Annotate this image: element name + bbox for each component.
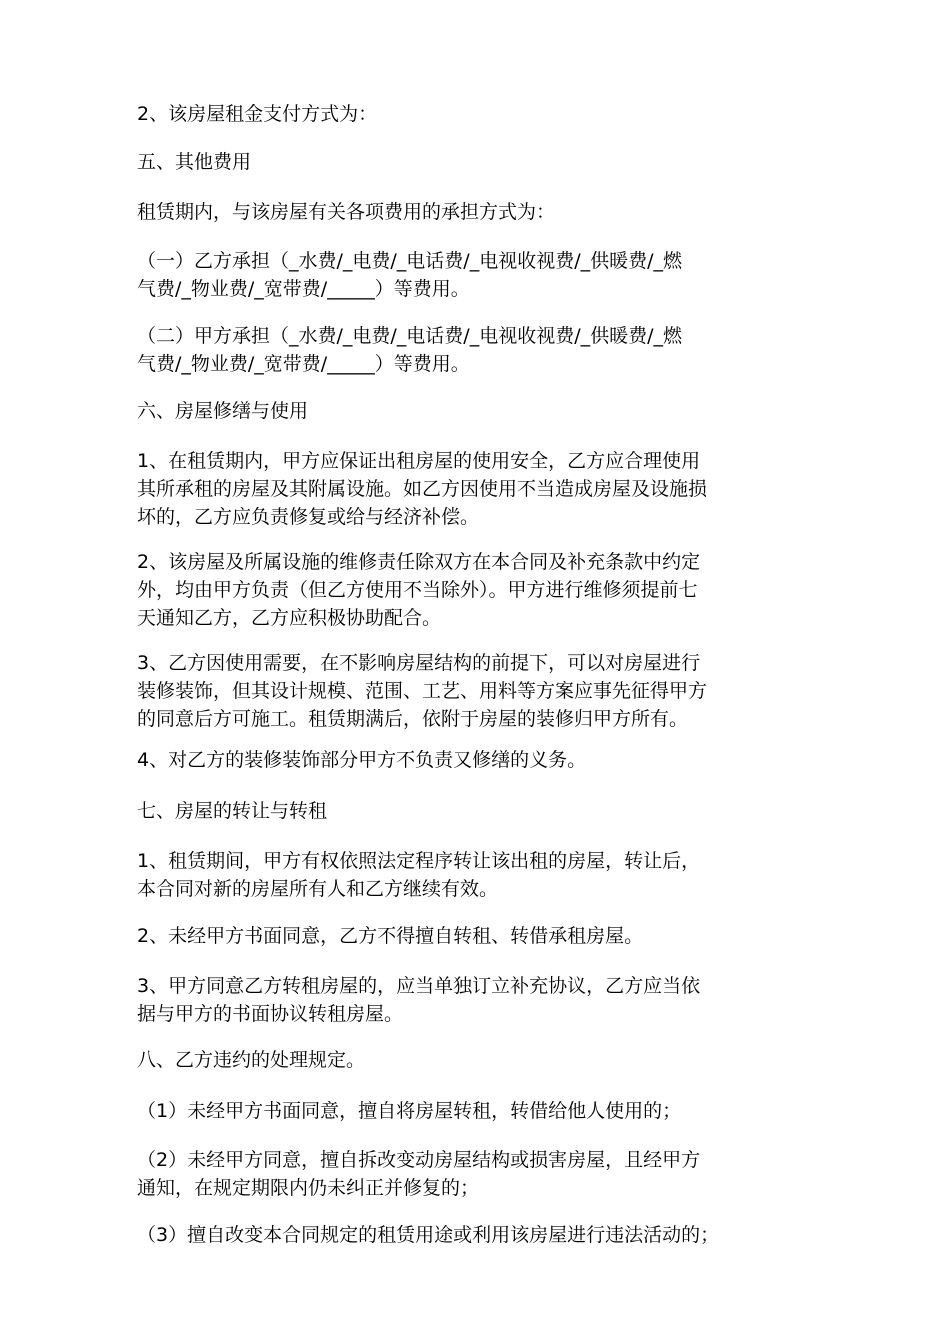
text-line: 2、该房屋租金支付方式为： xyxy=(137,103,378,125)
paragraph-repair-4 xyxy=(137,746,817,774)
paragraph-party-a-fees xyxy=(137,322,817,378)
text-line: 外，均由甲方负责（但乙方使用不当除外）。甲方进行维修须提前七 xyxy=(137,579,698,601)
text-line: 本合同对新的房屋所有人和乙方继续有效。 xyxy=(137,878,499,900)
heading-breach-rules xyxy=(137,1046,817,1074)
paragraph-transfer-3 xyxy=(137,972,817,1028)
paragraph-breach-3 xyxy=(137,1221,817,1249)
text-line: 4、对乙方的装修装饰部分甲方不负责又修缮的义务。 xyxy=(137,749,587,771)
text-line: 六、房屋修缮与使用 xyxy=(137,400,309,422)
text-line: 八、乙方违约的处理规定。 xyxy=(137,1049,366,1071)
text-line: 天通知乙方，乙方应积极协助配合。 xyxy=(137,607,442,629)
text-line: 2、未经甲方书面同意，乙方不得擅自转租、转借承租房屋。 xyxy=(137,925,644,947)
text-line: 坏的，乙方应负责修复或给与经济补偿。 xyxy=(137,506,480,528)
paragraph-fee-bearing xyxy=(137,198,817,226)
text-line: 五、其他费用 xyxy=(137,151,252,173)
text-line: （1）未经甲方书面同意，擅自将房屋转租，转借给他人使用的； xyxy=(137,1100,682,1122)
paragraph-breach-2 xyxy=(137,1146,817,1202)
text-line: （一）乙方承担（_水费/_电费/_电话费/_电视收视费/_供暖费/_燃 xyxy=(137,250,683,272)
paragraph-party-b-fees xyxy=(137,247,817,303)
paragraph-repair-1 xyxy=(137,447,817,531)
paragraph-breach-1 xyxy=(137,1097,817,1125)
text-line: 3、乙方因使用需要，在不影响房屋结构的前提下，可以对房屋进行 xyxy=(137,652,701,674)
paragraph-rent-payment xyxy=(137,100,817,128)
text-line: 装修装饰，但其设计规模、范围、工艺、用料等方案应事先征得甲方 xyxy=(137,680,708,702)
text-line: 租赁期内，与该房屋有关各项费用的承担方式为： xyxy=(137,201,556,223)
text-line: 气费/_物业费/_宽带费/_____）等费用。 xyxy=(137,278,470,300)
text-line: 1、在租赁期内，甲方应保证出租房屋的使用安全，乙方应合理使用 xyxy=(137,450,701,472)
paragraph-transfer-2 xyxy=(137,922,817,950)
paragraph-transfer-1 xyxy=(137,847,817,903)
text-line: 的同意后方可施工。租赁期满后，依附于房屋的装修归甲方所有。 xyxy=(137,708,689,730)
text-line: 据与甲方的书面协议转租房屋。 xyxy=(137,1003,404,1025)
paragraph-repair-3 xyxy=(137,649,817,733)
text-line: 1、租赁期间，甲方有权依照法定程序转让该出租的房屋，转让后， xyxy=(137,850,701,872)
text-line: 其所承租的房屋及其附属设施。如乙方因使用不当造成房屋及设施损 xyxy=(137,478,708,500)
heading-other-fees xyxy=(137,148,817,176)
heading-transfer-sublease xyxy=(137,797,817,825)
heading-repair-and-use xyxy=(137,397,817,425)
text-line: 七、房屋的转让与转租 xyxy=(137,800,328,822)
text-line: （2）未经甲方同意，擅自拆改变动房屋结构或损害房屋，且经甲方 xyxy=(137,1149,701,1171)
text-line: 3、甲方同意乙方转租房屋的，应当单独订立补充协议，乙方应当依 xyxy=(137,975,701,997)
text-line: 气费/_物业费/_宽带费/_____）等费用。 xyxy=(137,353,470,375)
paragraph-repair-2 xyxy=(137,548,817,632)
text-line: 通知，在规定期限内仍未纠正并修复的； xyxy=(137,1177,480,1199)
text-line: （3）擅自改变本合同规定的租赁用途或利用该房屋进行违法活动的； xyxy=(137,1224,720,1246)
text-line: （二）甲方承担（_水费/_电费/_电话费/_电视收视费/_供暖费/_燃 xyxy=(137,325,683,347)
text-line: 2、该房屋及所属设施的维修责任除双方在本合同及补充条款中约定 xyxy=(137,551,701,573)
